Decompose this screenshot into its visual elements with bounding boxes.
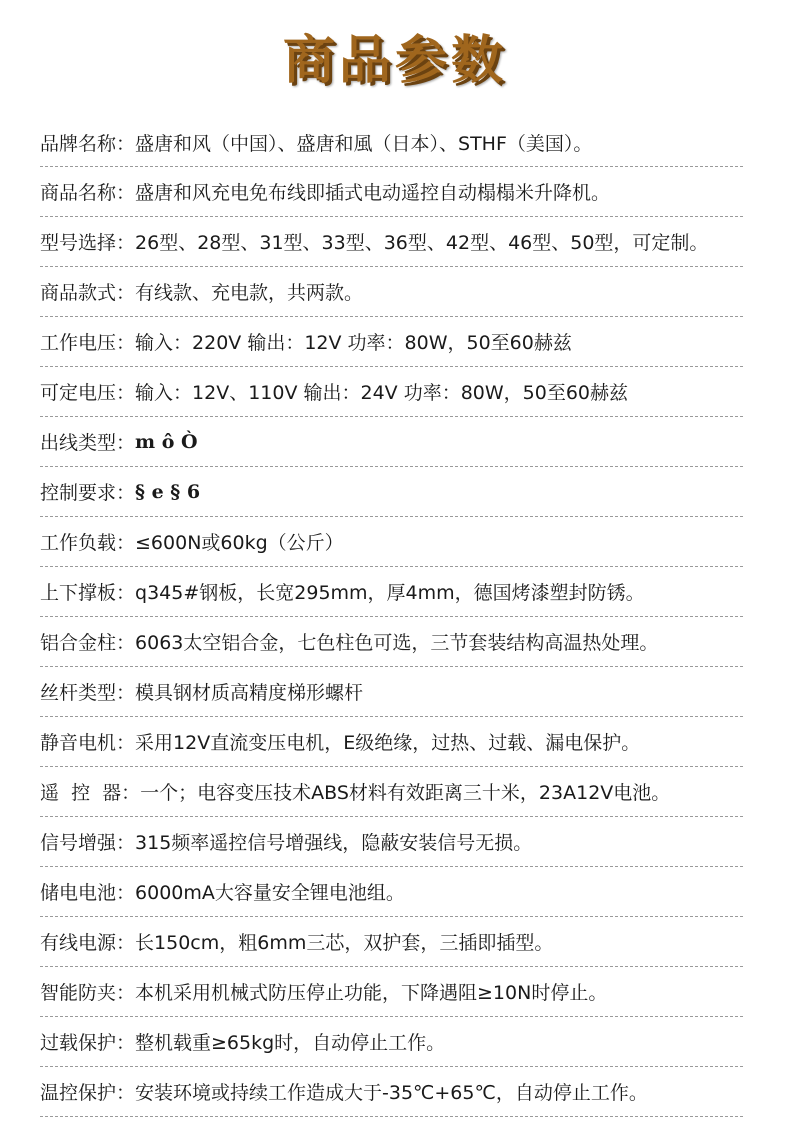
spec-row-control [40,467,743,517]
spec-row-power-cord [40,917,743,967]
spec-label: 上下撑板： [40,582,136,604]
spec-value: m ô Ò [135,430,198,453]
spec-value: 输入：12V、110V 输出：24V 功率：80W，50至60赫兹 [135,382,629,404]
spec-label: 控制要求： [40,482,136,504]
spec-row-custom-voltage [40,367,743,417]
spec-label: 温控保护： [40,1082,136,1104]
spec-label: 遥 控 器： [40,782,141,804]
spec-value: 长150cm，粗6mm三芯，双护套，三插即插型。 [135,932,554,954]
page-title: 商品参数 [282,31,507,91]
spec-row-motor [40,717,743,767]
spec-value: 6063太空铝合金，七色柱色可选，三节套装结构高温热处理。 [135,632,659,654]
spec-row-remote [40,767,743,817]
spec-label: 工作电压： [40,332,136,354]
spec-value: q345#钢板，长宽295mm，厚4mm，德国烤漆塑封防锈。 [135,582,645,604]
spec-row-models [40,217,743,267]
spec-label: 静音电机： [40,732,136,754]
spec-row-screw [40,667,743,717]
spec-value: 采用12V直流变压电机，E级绝缘，过热、过载、漏电保护。 [135,732,641,754]
spec-value: 安装环境或持续工作造成大于-35℃+65℃，自动停止工作。 [135,1082,648,1104]
spec-label: 商品款式： [40,282,136,304]
spec-value: 315频率遥控信号增强线，隐蔽安装信号无损。 [135,832,533,854]
spec-value: 模具钢材质高精度梯形螺杆 [135,682,364,704]
spec-row-outlet-type [40,417,743,467]
spec-value: 有线款、充电款，共两款。 [135,282,364,304]
spec-row-voltage [40,317,743,367]
spec-label: 出线类型： [40,432,136,454]
spec-label: 型号选择： [40,232,136,254]
spec-value: ≤600N或60kg（公斤） [135,532,344,554]
spec-label: 商品名称： [40,182,136,204]
spec-label: 铝合金柱： [40,632,136,654]
spec-row-battery [40,867,743,917]
spec-value: 输入：220V 输出：12V 功率：80W，50至60赫兹 [135,332,572,354]
spec-row-column [40,617,743,667]
spec-label: 有线电源： [40,932,136,954]
spec-row-signal [40,817,743,867]
spec-row-brand [40,118,743,167]
spec-row-product-name [40,167,743,217]
spec-value: 盛唐和风充电免布线即插式电动遥控自动榻榻米升降机。 [135,182,611,204]
spec-row-plate [40,567,743,617]
spec-value: 盛唐和风（中国）、盛唐和風（日本）、STHF（美国）。 [135,132,593,155]
spec-label: 工作负载： [40,532,136,554]
spec-value: 本机采用机械式防压停止功能，下降遇阻≥10N时停止。 [135,982,608,1004]
spec-value: 26型、28型、31型、33型、36型、42型、46型、50型，可定制。 [135,232,709,254]
spec-label: 智能防夹： [40,982,136,1004]
spec-value: 一个；电容变压技术ABS材料有效距离三十米，23A12V电池。 [140,782,671,804]
spec-label: 储电电池： [40,882,136,904]
spec-label: 过载保护： [40,1032,136,1054]
spec-label: 丝杆类型： [40,682,136,704]
spec-row-anti-pinch [40,967,743,1017]
spec-row-temperature [40,1067,743,1117]
spec-row-overload [40,1017,743,1067]
spec-value: 整机载重≥65kg时，自动停止工作。 [135,1032,446,1054]
spec-label: 信号增强： [40,832,136,854]
spec-label: 可定电压： [40,382,136,404]
spec-row-styles [40,267,743,317]
spec-row-load [40,517,743,567]
spec-label: 品牌名称： [40,132,136,155]
spec-list [0,118,790,1117]
spec-value: 6000mA大容量安全锂电池组。 [135,882,405,904]
spec-value: § e § 6 [135,480,201,503]
